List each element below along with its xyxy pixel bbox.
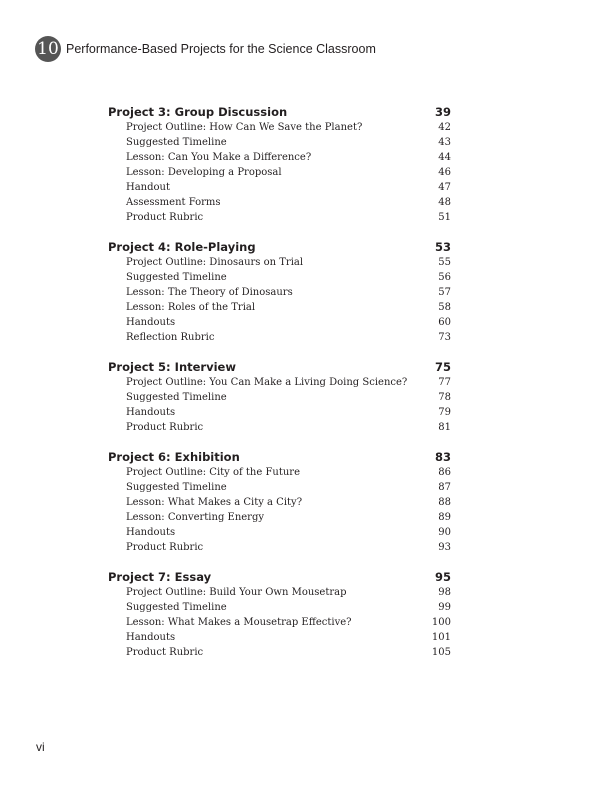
entry-label: Suggested Timeline xyxy=(126,272,227,283)
entry-label: Handouts xyxy=(126,407,176,418)
toc-section xyxy=(108,450,451,555)
toc-section-heading xyxy=(108,570,451,585)
toc-entry xyxy=(108,270,451,285)
section-title: Project 6: Exhibition xyxy=(108,450,240,464)
toc-entry xyxy=(108,285,451,300)
entry-label: Product Rubric xyxy=(126,542,204,553)
entry-label: Handouts xyxy=(126,527,176,538)
toc-entry xyxy=(108,420,451,435)
entry-page-number: 58 xyxy=(438,302,451,313)
entry-label: Project Outline: You Can Make a Living Doing Science? xyxy=(126,377,408,388)
entry-label: Project Outline: How Can We Save the Planet? xyxy=(126,122,363,133)
entry-page-number: 73 xyxy=(438,332,451,343)
entry-label: Lesson: Can You Make a Difference? xyxy=(126,152,312,163)
entry-page-number: 48 xyxy=(438,197,451,208)
entry-label: Suggested Timeline xyxy=(126,137,227,148)
section-page-number: 75 xyxy=(434,360,451,374)
entry-page-number: 78 xyxy=(438,392,451,403)
entry-page-number: 88 xyxy=(438,497,451,508)
entry-page-number: 47 xyxy=(438,182,451,193)
entry-label: Lesson: Converting Energy xyxy=(126,512,265,523)
entry-page-number: 43 xyxy=(438,137,451,148)
toc-entry xyxy=(108,180,451,195)
toc-section-heading xyxy=(108,360,451,375)
toc-entry xyxy=(108,390,451,405)
toc-section xyxy=(108,570,451,660)
entry-label: Lesson: What Makes a Mousetrap Effective? xyxy=(126,617,352,628)
section-page-number: 83 xyxy=(434,450,451,464)
section-page-number: 39 xyxy=(434,105,451,119)
entry-page-number: 99 xyxy=(438,602,451,613)
running-title: Performance-Based Projects for the Science Classroom xyxy=(66,42,376,56)
toc-entry xyxy=(108,465,451,480)
entry-page-number: 46 xyxy=(438,167,451,178)
section-page-number: 95 xyxy=(434,570,451,584)
entry-label: Lesson: Developing a Proposal xyxy=(126,167,282,178)
entry-label: Lesson: Roles of the Trial xyxy=(126,302,256,313)
entry-page-number: 90 xyxy=(438,527,451,538)
entry-page-number: 105 xyxy=(431,647,451,658)
section-title: Project 4: Role-Playing xyxy=(108,240,256,254)
toc-entry xyxy=(108,510,451,525)
entry-label: Suggested Timeline xyxy=(126,392,227,403)
toc-entry xyxy=(108,540,451,555)
table-of-contents xyxy=(108,105,451,675)
entry-page-number: 44 xyxy=(438,152,451,163)
toc-entry xyxy=(108,585,451,600)
entry-page-number: 56 xyxy=(438,272,451,283)
entry-label: Suggested Timeline xyxy=(126,602,227,613)
toc-entry xyxy=(108,315,451,330)
toc-entry xyxy=(108,375,451,390)
entry-page-number: 100 xyxy=(431,617,451,628)
entry-page-number: 86 xyxy=(438,467,451,478)
entry-label: Project Outline: Build Your Own Mousetrap xyxy=(126,587,347,598)
toc-section-heading xyxy=(108,105,451,120)
toc-entry xyxy=(108,330,451,345)
toc-entry xyxy=(108,165,451,180)
section-title: Project 5: Interview xyxy=(108,360,236,374)
toc-entry xyxy=(108,210,451,225)
entry-page-number: 93 xyxy=(438,542,451,553)
entry-page-number: 42 xyxy=(438,122,451,133)
entry-page-number: 101 xyxy=(431,632,451,643)
entry-label: Product Rubric xyxy=(126,422,204,433)
toc-entry xyxy=(108,645,451,660)
entry-label: Handouts xyxy=(126,317,176,328)
toc-entry xyxy=(108,405,451,420)
entry-page-number: 89 xyxy=(438,512,451,523)
entry-page-number: 81 xyxy=(438,422,451,433)
entry-label: Suggested Timeline xyxy=(126,482,227,493)
toc-entry xyxy=(108,255,451,270)
toc-section xyxy=(108,360,451,435)
entry-label: Product Rubric xyxy=(126,647,204,658)
entry-page-number: 60 xyxy=(438,317,451,328)
page-number: vi xyxy=(36,740,45,754)
entry-label: Project Outline: City of the Future xyxy=(126,467,300,478)
toc-entry xyxy=(108,630,451,645)
entry-label: Product Rubric xyxy=(126,212,204,223)
toc-entry xyxy=(108,525,451,540)
toc-section xyxy=(108,105,451,225)
entry-page-number: 87 xyxy=(438,482,451,493)
entry-label: Handout xyxy=(126,182,171,193)
toc-entry xyxy=(108,600,451,615)
toc-entry xyxy=(108,195,451,210)
running-header xyxy=(35,36,376,62)
entry-page-number: 79 xyxy=(438,407,451,418)
toc-entry xyxy=(108,150,451,165)
entry-label: Lesson: What Makes a City a City? xyxy=(126,497,303,508)
entry-page-number: 77 xyxy=(438,377,451,388)
section-title: Project 3: Group Discussion xyxy=(108,105,288,119)
entry-label: Reflection Rubric xyxy=(126,332,215,343)
section-page-number: 53 xyxy=(434,240,451,254)
entry-page-number: 57 xyxy=(438,287,451,298)
entry-label: Lesson: The Theory of Dinosaurs xyxy=(126,287,293,298)
chapter-number-badge: 10 xyxy=(35,36,61,62)
toc-entry xyxy=(108,615,451,630)
entry-label: Handouts xyxy=(126,632,176,643)
entry-label: Project Outline: Dinosaurs on Trial xyxy=(126,257,304,268)
toc-section-heading xyxy=(108,240,451,255)
toc-section xyxy=(108,240,451,345)
entry-page-number: 55 xyxy=(438,257,451,268)
toc-entry xyxy=(108,480,451,495)
toc-entry xyxy=(108,135,451,150)
entry-page-number: 98 xyxy=(438,587,451,598)
toc-entry xyxy=(108,120,451,135)
toc-entry xyxy=(108,495,451,510)
entry-page-number: 51 xyxy=(438,212,451,223)
section-title: Project 7: Essay xyxy=(108,570,212,584)
toc-section-heading xyxy=(108,450,451,465)
toc-entry xyxy=(108,300,451,315)
entry-label: Assessment Forms xyxy=(126,197,221,208)
